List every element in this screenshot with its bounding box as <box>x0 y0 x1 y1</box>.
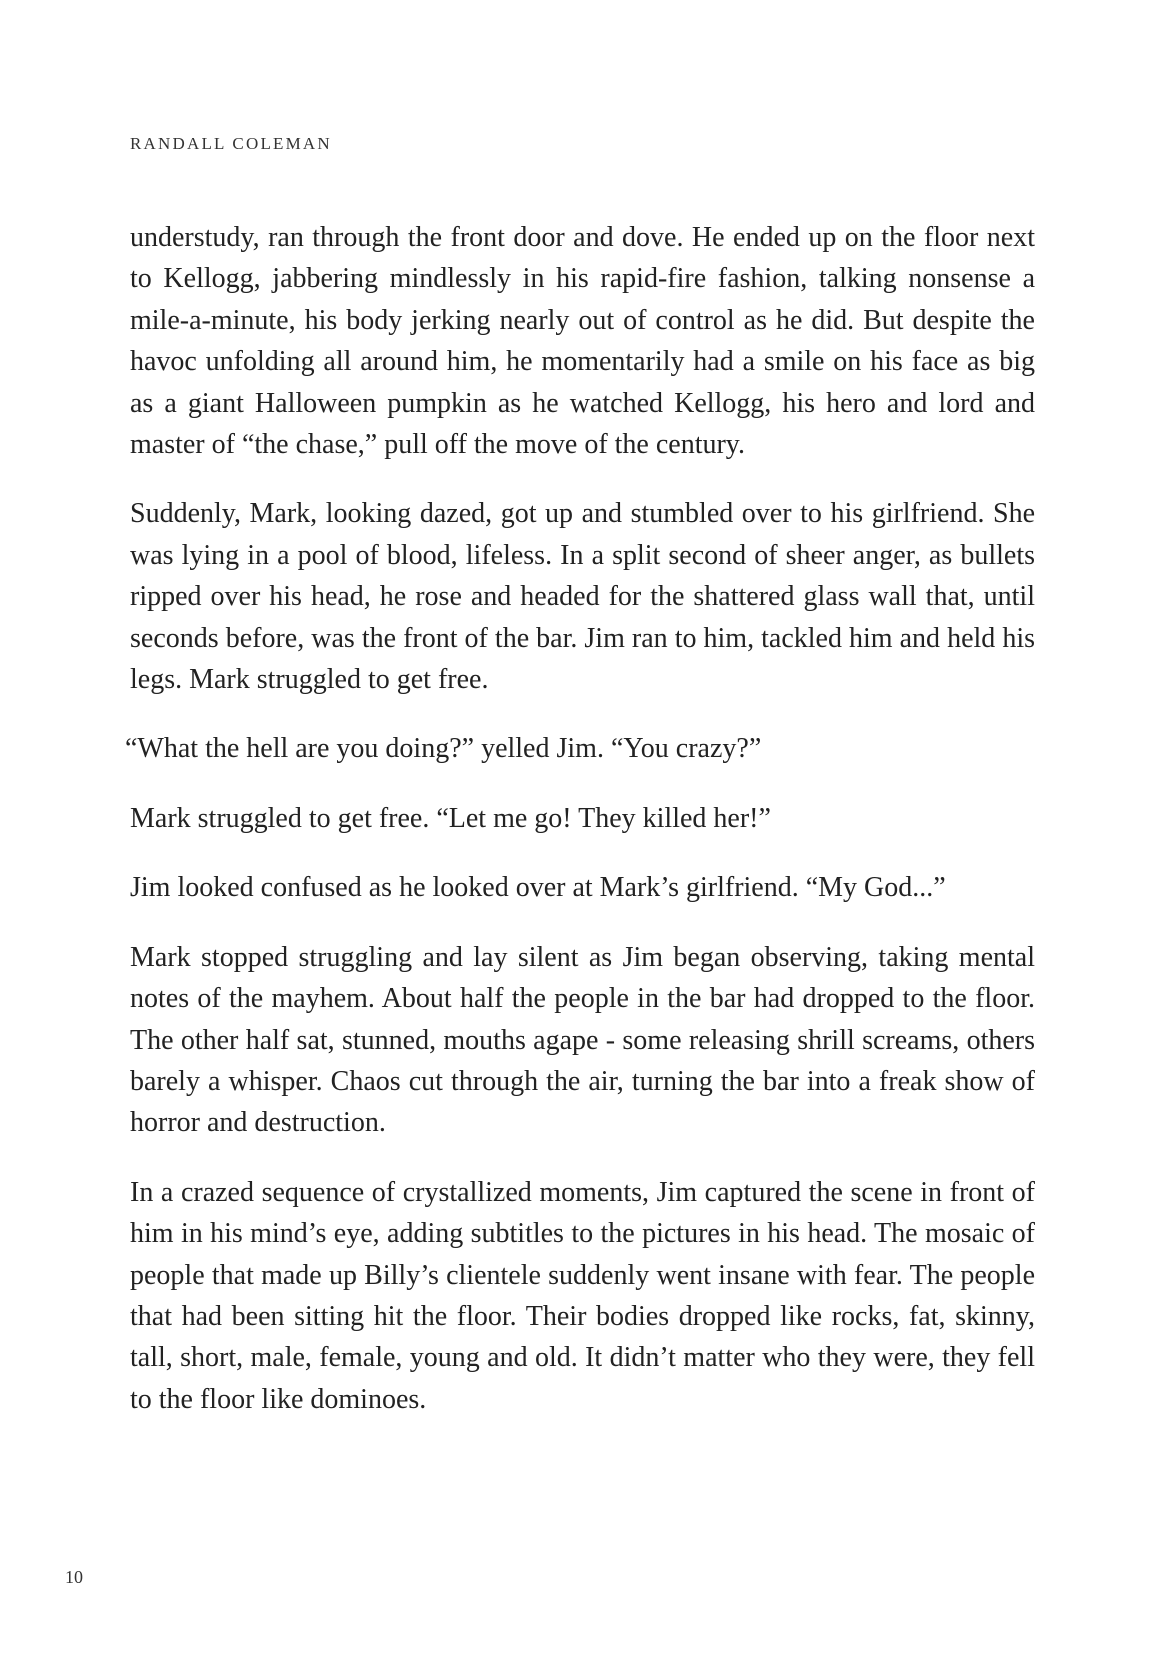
paragraph: In a crazed sequence of crystallized moments, Jim captured the scene in front of him in his mind’s eye, adding subtitles to the pictures in his head. The mosaic of people that made up Billy’s clientele suddenly went insane with fear. The people that had been sitting hit the floor. Their bodies dropped like rocks, fat, skinny, tall, short, male, female, young and old. It didn’t matter who they were, they fell to the floor like dominoes. <box>130 1176 1035 1415</box>
body-text <box>125 217 1035 1448</box>
dialog-paragraph: Mark struggled to get free. “Let me go! They killed her!” <box>130 802 771 834</box>
paragraph: understudy, ran through the front door and dove. He ended up on the floor next to Kellogg, jabbering mindlessly in his rapid-fire fashion, talking nonsense a mile-a-minute, his body jerking nearly out of control as he did. But despite the havoc unfolding all around him, he momentarily had a smile on his face as big as a giant Halloween pumpkin as he watched Kellogg, his hero and lord and master of “the chase,” pull off the move of the century. <box>130 222 1035 461</box>
paragraph: Suddenly, Mark, looking dazed, got up and stumbled over to his girlfriend. She was lying in a pool of blood, lifeless. In a split second of sheer anger, as bullets ripped over his head, he rose and headed for the shattered glass wall that, until seconds before, was the front of the bar. Jim ran to him, tackled him and held his legs. Mark struggled to get free. <box>130 498 1035 696</box>
paragraph: Mark stopped struggling and lay silent as Jim began observing, taking mental notes of the mayhem. About half the people in the bar had dropped to the floor. The other half sat, stunned, mouths agape - some releasing shrill screams, others barely a whisper. Chaos cut through the air, turning the bar into a freak show of horror and destruction. <box>130 941 1035 1139</box>
dialog-paragraph: “What the hell are you doing?” yelled Jim. “You crazy?” <box>125 733 762 765</box>
dialog-paragraph: Jim looked confused as he looked over at Mark’s girlfriend. “My God...” <box>130 872 946 904</box>
page-number: 10 <box>65 1567 83 1587</box>
running-head: RANDALL COLEMAN <box>130 134 332 153</box>
